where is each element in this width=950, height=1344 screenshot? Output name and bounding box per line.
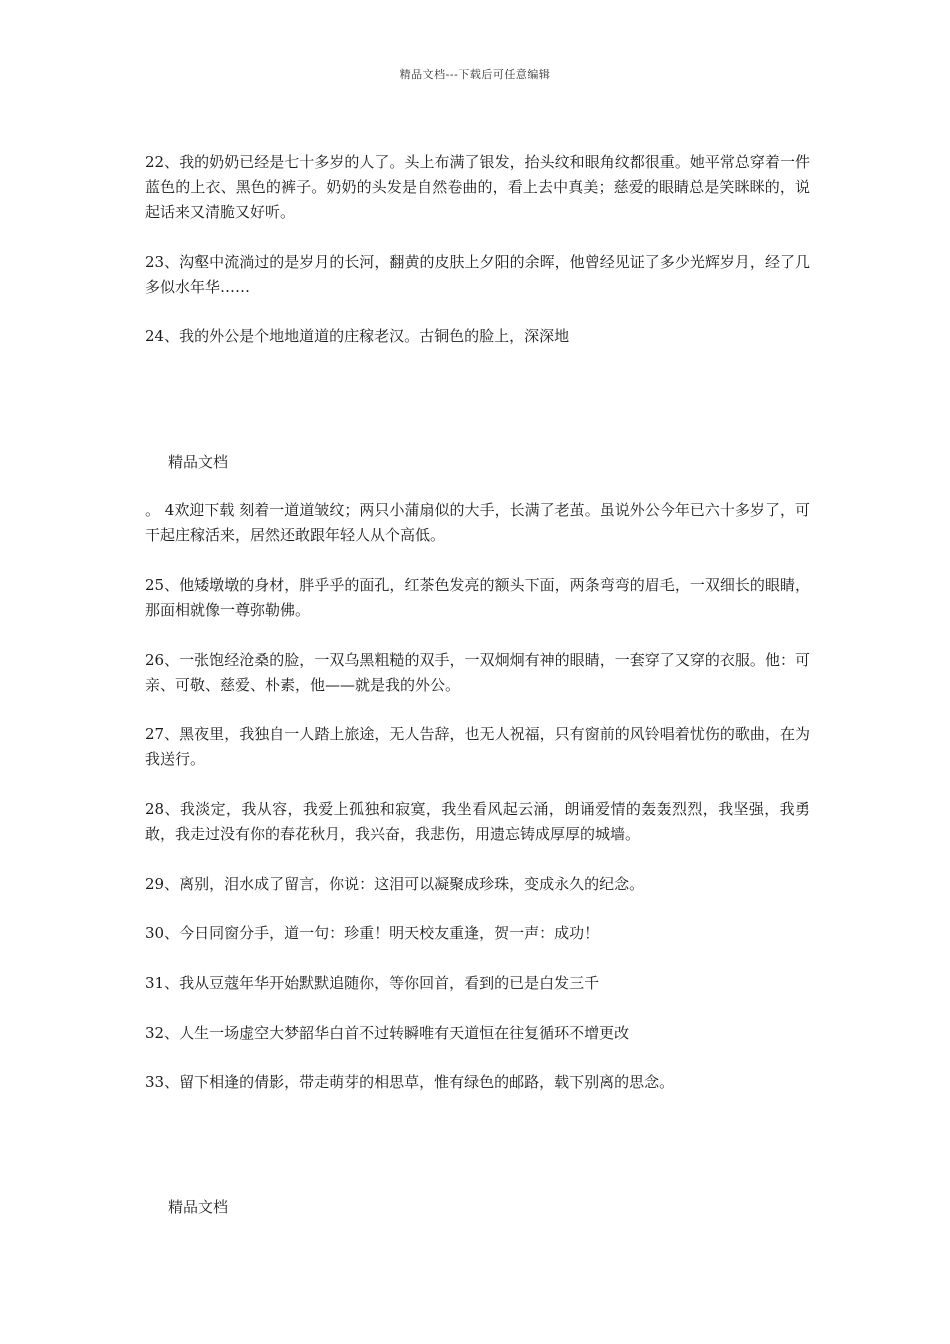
- paragraph-24-continued: 。 4欢迎下载 刻着一道道皱纹；两只小蒲扇似的大手，长满了老茧。虽说外公今年已六十多岁了，可干起庄稼活来，居然还敢跟年轻人从个高低。: [145, 501, 810, 544]
- paragraph-23: 23、沟壑中流淌过的是岁月的长河，翻黄的皮肤上夕阳的余晖，他曾经见证了多少光辉岁月，经了几多似水年华……: [145, 253, 810, 296]
- page-footer-label: 精品文档: [168, 453, 229, 471]
- page-header: 精品文档---下载后可任意编辑: [399, 68, 551, 81]
- paragraph-28: 28、我淡定，我从容，我爱上孤独和寂寞，我坐看风起云涌，朗诵爱情的轰轰烈烈，我坚强，我勇敢，我走过没有你的春花秋月，我兴奋，我悲伤，用遗忘铸成厚厚的城墙。: [145, 800, 810, 843]
- paragraph-26: 26、一张饱经沧桑的脸，一双乌黑粗糙的双手，一双炯炯有神的眼睛，一套穿了又穿的衣服。他：可亲、可敬、慈爱、朴素，他——就是我的外公。: [145, 651, 810, 694]
- paragraph-31: 31、我从豆蔻年华开始默默追随你，等你回首，看到的已是白发三千: [145, 974, 600, 992]
- page-footer-label-2: 精品文档: [168, 1198, 229, 1216]
- paragraph-33: 33、留下相逢的倩影，带走萌芽的相思草，惟有绿色的邮路，载下别离的思念。: [145, 1073, 675, 1091]
- paragraph-29: 29、离别，泪水成了留言，你说：这泪可以凝聚成珍珠，变成永久的纪念。: [145, 875, 645, 893]
- paragraph-22: 22、我的奶奶已经是七十多岁的人了。头上布满了银发，抬头纹和眼角纹都很重。她平常总穿着一件蓝色的上衣、黑色的裤子。奶奶的头发是自然卷曲的，看上去中真美；慈爱的眼睛总是笑眯眯的，说起话来又清脆又好听。: [145, 153, 810, 221]
- paragraph-30: 30、今日同窗分手，道一句：珍重！明天校友重逢，贺一声：成功！: [145, 924, 600, 942]
- paragraph-24: 24、我的外公是个地地道道的庄稼老汉。古铜色的脸上，深深地: [145, 327, 570, 345]
- paragraph-32: 32、人生一场虚空大梦韶华白首不过转瞬唯有天道恒在往复循环不增更改: [145, 1024, 630, 1042]
- paragraph-27: 27、黑夜里，我独自一人踏上旅途，无人告辞，也无人祝福，只有窗前的风铃唱着忧伤的歌曲，在为我送行。: [145, 725, 810, 768]
- paragraph-25: 25、他矮墩墩的身材，胖乎乎的面孔，红茶色发亮的额头下面，两条弯弯的眉毛，一双细长的眼睛，那面相就像一尊弥勒佛。: [145, 576, 810, 619]
